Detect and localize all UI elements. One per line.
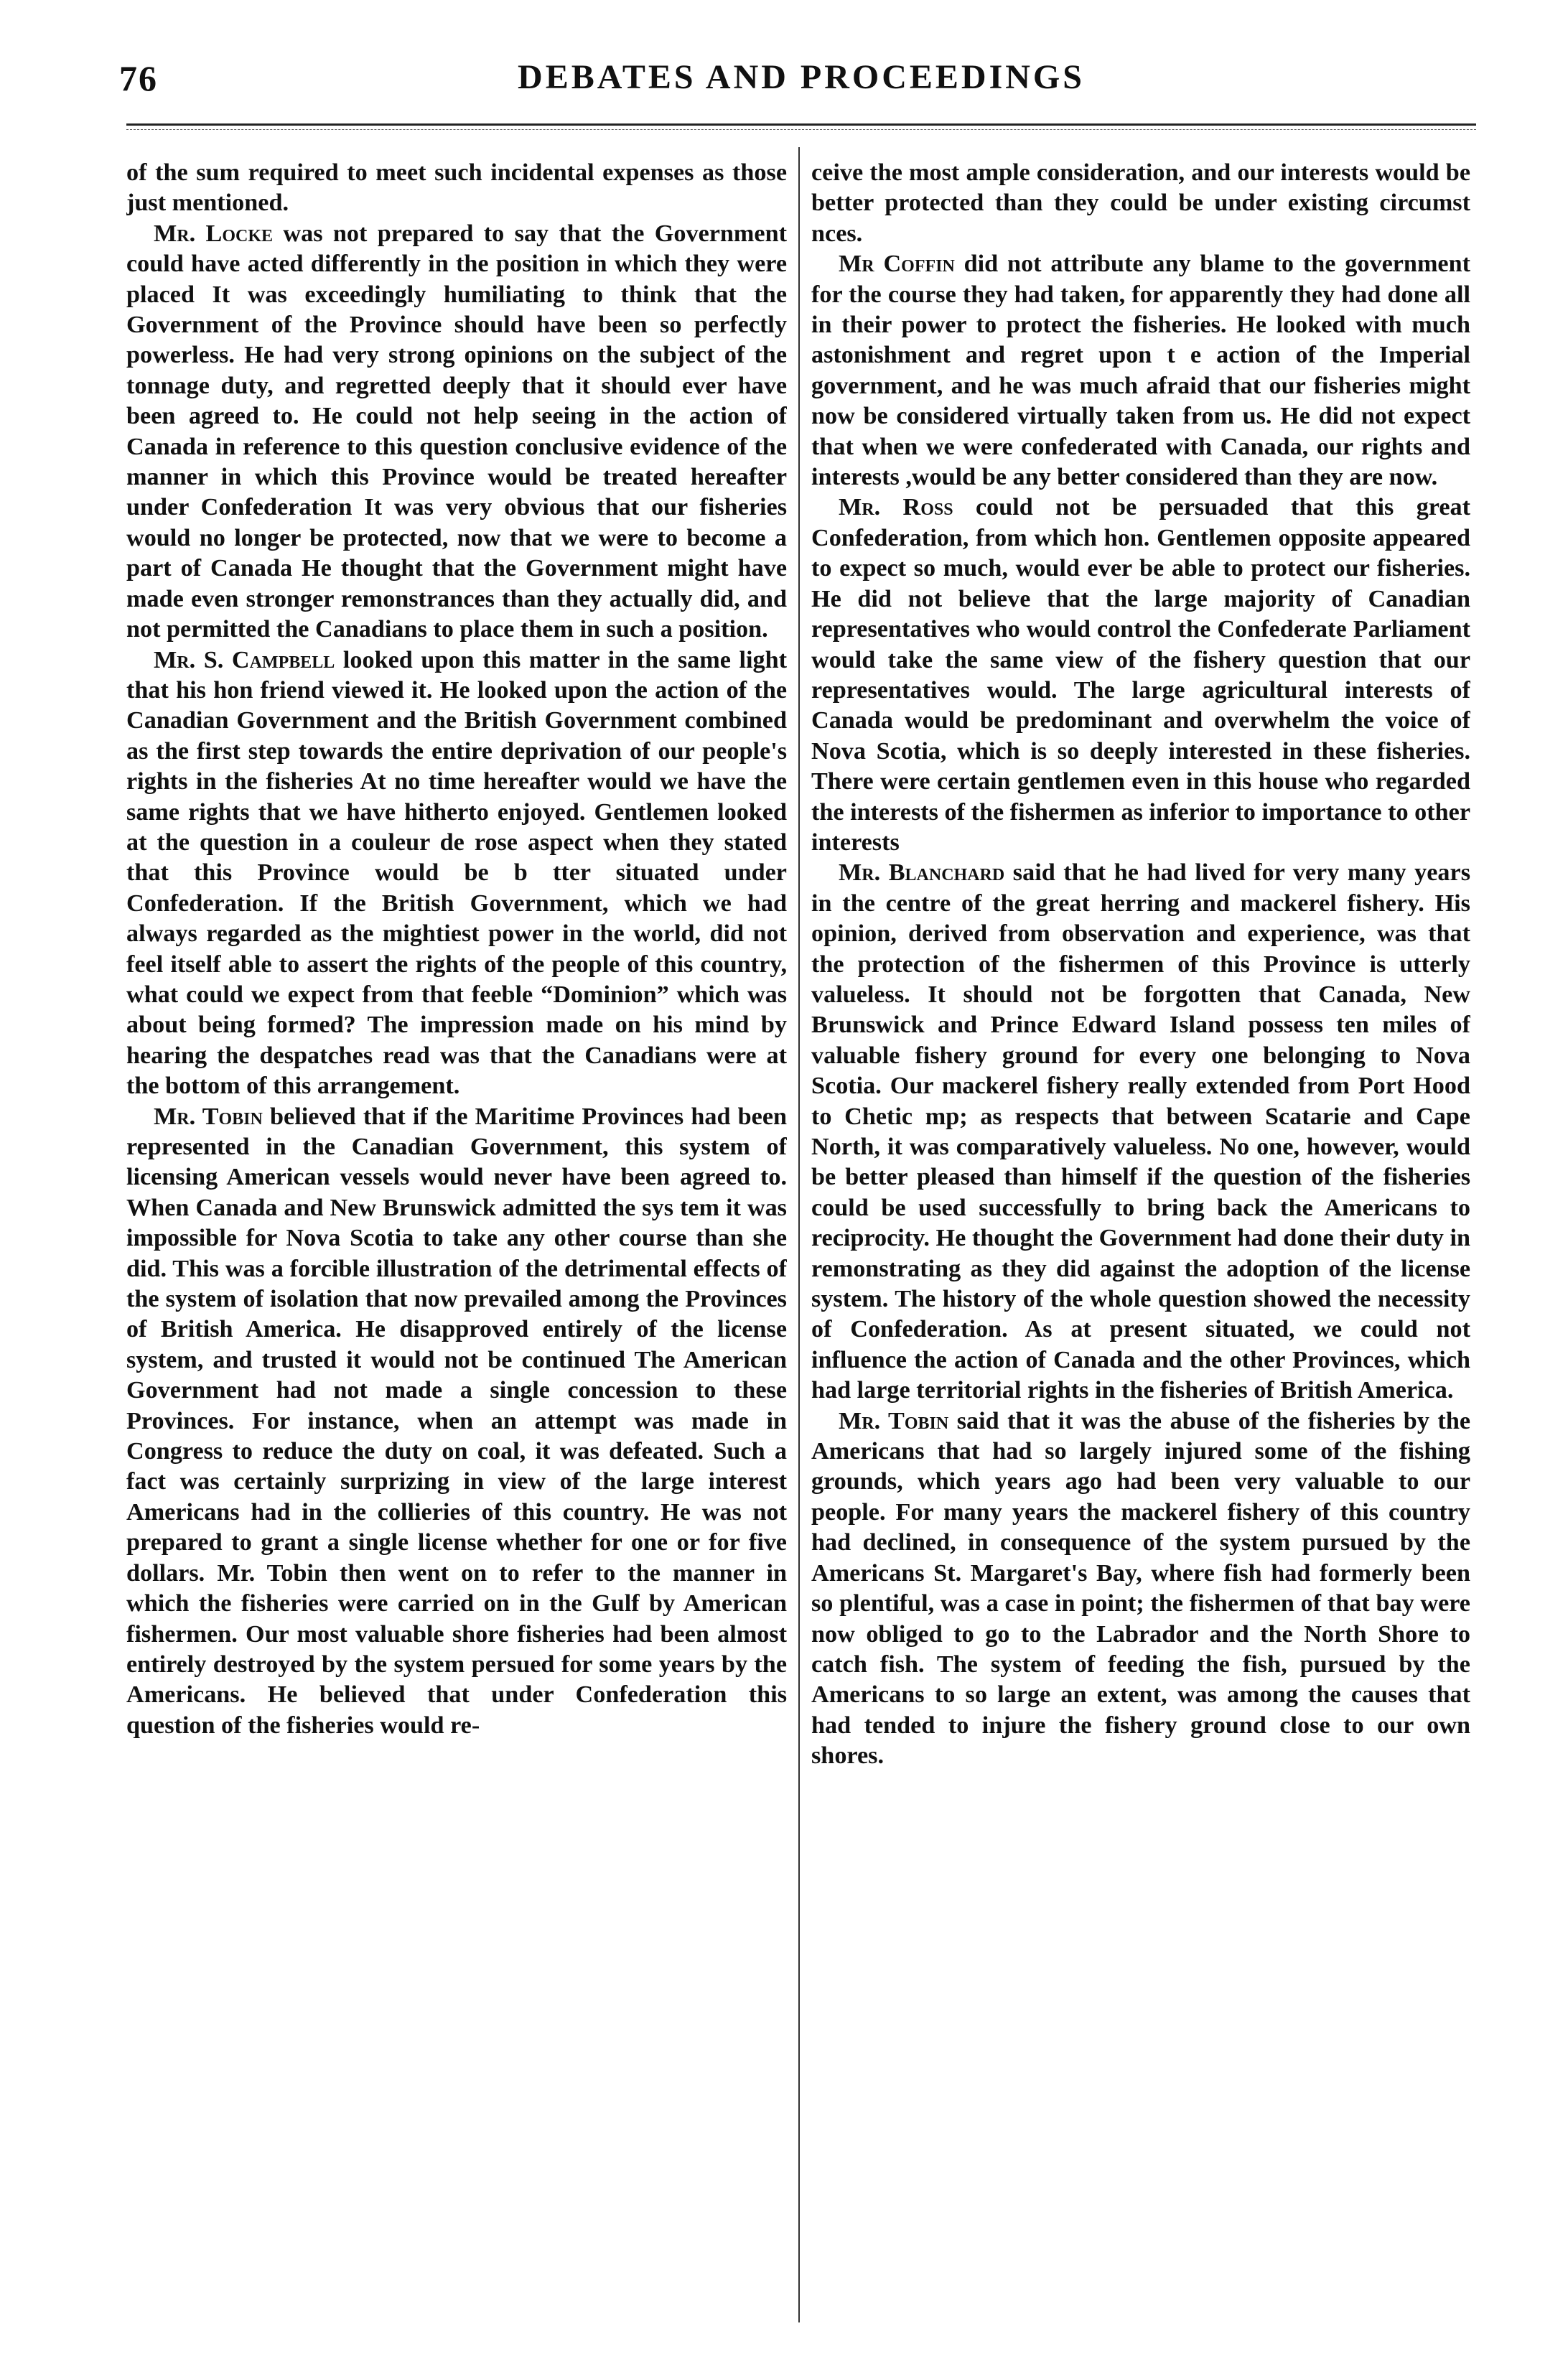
page-header bbox=[119, 57, 1483, 108]
right-column bbox=[811, 158, 1470, 2319]
paragraph-tobin-2 bbox=[811, 1406, 1470, 1772]
page-number: 76 bbox=[119, 58, 158, 98]
paragraph-text: said that it was the abuse of the fisheries by the Americans that had so largely injured some of the fishing grounds, which years ago had been very valuable to our people. For many years the mackerel fishery of this country had declined, in consequence of the system pursued by the Americans St. Margaret's Bay, where fish had formerly been so plentiful, was a case in point; the fishermen of that bay were now obliged to go to the Labrador and the North Shore to catch fish. The system of feeding the fish, pursued by the Americans to so large an extent, was among the causes that had tended to injure the fishery ground close to our own shores. bbox=[811, 1407, 1470, 1770]
header-rule-dashed bbox=[126, 129, 1476, 130]
speaker-name: Mr. Locke bbox=[154, 220, 274, 247]
header-rule bbox=[126, 123, 1476, 126]
speaker-name: Mr. Tobin bbox=[154, 1103, 263, 1130]
speaker-name: Mr. Tobin bbox=[839, 1407, 949, 1434]
left-column bbox=[126, 158, 787, 2319]
speaker-name: Mr. Blanchard bbox=[839, 859, 1005, 887]
paragraph-text: believed that if the Maritime Provinces had been represented in the Canadian Government, this system of licensing American vessels would never have been agreed to. When Canada and New Brunswick admitted the sys tem it was impossible for Nova Scotia to take any other course than she did. This was a forcible illustration of the detrimental effects of the system of isolation that now prevailed among the Provinces of British America. He disapproved entirely of the license system, and trusted it would not be continued The American Government had not made a single concession to these Provinces. For instance, when an attempt was made in Congress to reduce the duty on coal, it was defeated. Such a fact was certainly surprizing in view of the large interest Americans had in the collieries of this country. He was not prepared to grant a single license whether for one or for five dollars. Mr. Tobin then went on to refer to the manner in which the fisheries were carried on in the Gulf by American fishermen. Our most valuable shore fisheries had been almost entirely destroyed by the system persued for some years by the Americans. He believed that under Confederation this question of the fisheries would re- bbox=[126, 1103, 787, 1739]
paragraph-text: could not be persuaded that this great Confederation, from which hon. Gentlemen opposite appeared to expect so much, would ever be able to protect our fisheries. He did not believe that the large majority of Canadian representatives who would control the Confederate Parliament would take the same view of the fishery question that our representatives would. The large agricultural interests of Canada would be predominant and overwhelm the voice of Nova Scotia, which is so deeply interested in these fisheries. There were certain gentlemen even in this house who regarded the interests of the fishermen as inferior to importance to other interests bbox=[811, 494, 1470, 856]
paragraph-blanchard bbox=[811, 858, 1470, 1406]
paragraph-campbell bbox=[126, 645, 787, 1102]
paragraph-coffin bbox=[811, 249, 1470, 492]
speaker-name: Mr. S. Campbell bbox=[154, 646, 335, 673]
running-title: DEBATES AND PROCEEDINGS bbox=[518, 58, 1085, 96]
paragraph-text: looked upon this matter in the same light that his hon friend viewed it. He looked upon the action of the Canadian Government and the British Government combined as the first step towards the entire deprivation of our people's rights in the fisheries At no time hereafter would we have the same rights that we have hitherto enjoyed. Gentlemen looked at the question in a couleur de rose aspect when they stated that this Province would be b tter situated under Confederation. If the British Government, which we had always regarded as the mightiest power in the world, did not feel itself able to assert the rights of the people of this country, what could we expect from that feeble “Dominion” which was about being formed? The impression made on his mind by hearing the despatches read was that the Canadians were at the bottom of this arrangement. bbox=[126, 646, 787, 1100]
paragraph-continuation: ceive the most ample consideration, and our interests would be better protected than they could be under existing circumst nces. bbox=[811, 159, 1470, 247]
paragraph-continuation: of the sum required to meet such incidental expenses as those just mentioned. bbox=[126, 159, 787, 217]
column-divider bbox=[798, 147, 800, 2322]
paragraph-tobin bbox=[126, 1102, 787, 1742]
speaker-name: Mr. Ross bbox=[839, 494, 953, 521]
speaker-name: Mr Coffin bbox=[839, 251, 955, 278]
paragraph-ross bbox=[811, 492, 1470, 858]
paragraph-locke bbox=[126, 219, 787, 645]
paragraph-text: was not prepared to say that the Government could have acted differently in the position in which they were placed It was exceedingly humiliating to think that the Government of the Province should have been so perfectly powerless. He had very strong opinions on the subject of the tonnage duty, and regretted deeply that it should ever have been agreed to. He could not help seeing in the action of Canada in reference to this question conclusive evidence of the manner in which this Province would be treated hereafter under Confederation It was very obvious that our fisheries would no longer be protected, now that we were to become a part of Canada He thought that the Government might have made even stronger remonstrances than they actually did, and not permitted the Canadians to place them in such a position. bbox=[126, 220, 787, 643]
paragraph-text: said that he had lived for very many years in the centre of the great herring and mackerel fishery. His opinion, derived from observation and experience, was that the protection of the fishermen of this Province is utterly valueless. It should not be forgotten that Canada, New Brunswick and Prince Edward Island possess ten miles of valuable fishery ground for every one belonging to Nova Scotia. Our mackerel fishery really extended from Port Hood to Chetic mp; as respects that between Scatarie and Cape North, it was comparatively valueless. No one, however, would be better pleased than himself if the question of the fisheries could be used successfully to bring back the Americans to reciprocity. He thought the Government had done their duty in remonstrating as they did against the adoption of the license system. The history of the whole question showed the necessity of Confederation. As at present situated, we could not influence the action of Canada and the other Provinces, which had large territorial rights in the fisheries of British America. bbox=[811, 859, 1470, 1404]
paragraph-text: did not attribute any blame to the government for the course they had taken, for apparently they had done all in their power to protect the fisheries. He looked with much astonishment and regret upon t e action of the Imperial government, and he was much afraid that our fisheries might now be considered virtually taken from us. He did not expect that when we were confederated with Canada, our rights and interests ,would be any better considered than they are now. bbox=[811, 251, 1470, 491]
